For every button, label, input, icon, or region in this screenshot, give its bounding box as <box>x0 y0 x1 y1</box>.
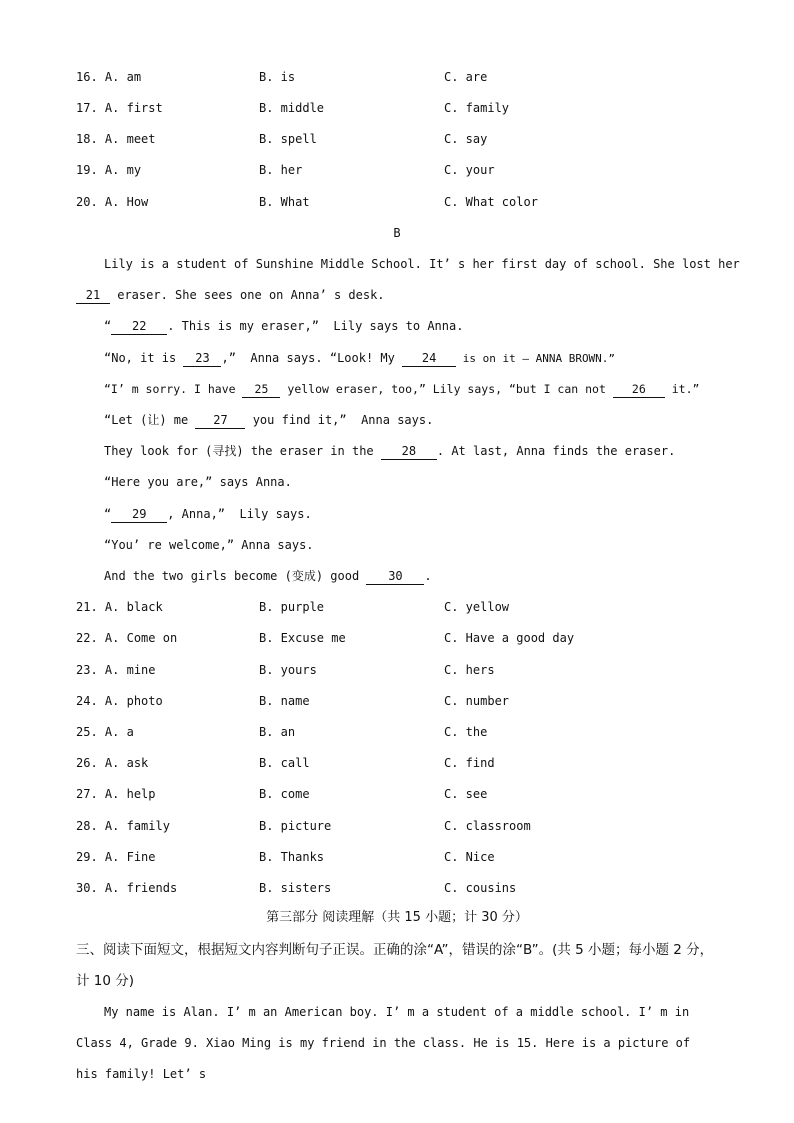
option-a: A. How <box>104 195 149 209</box>
question-number: 23. <box>76 663 98 677</box>
option-a: A. help <box>104 787 156 801</box>
option-c: C. your <box>444 163 495 177</box>
question-number: 29. <box>76 850 98 864</box>
reading-passage: My name is Alan. I’ m an American boy. I’ m a student of a middle school. I’ m in Class 4, Grade 9. Xiao Ming is my friend in the class. He is 15. Here is a picture of his family! Let’ s <box>76 1005 691 1081</box>
option-a: A. mine <box>104 663 156 677</box>
option-c: C. the <box>444 725 488 739</box>
passage-line: Lily is a student of Sunshine Middle School. It’ s her first day of school. She lost her <box>104 257 740 271</box>
question-number: 24. <box>76 694 98 708</box>
option-a: A. family <box>104 819 170 833</box>
option-b: B. is <box>259 70 296 84</box>
question-number: 27. <box>76 787 98 801</box>
option-b: B. What <box>259 195 310 209</box>
option-b: B. an <box>259 725 296 739</box>
option-b: B. purple <box>259 600 325 614</box>
option-a: A. photo <box>104 694 163 708</box>
blank-23: 23 <box>183 350 221 367</box>
option-b: B. Excuse me <box>259 631 346 645</box>
option-c: C. are <box>444 70 488 84</box>
blank-21: 21 <box>76 287 110 304</box>
option-b: B. call <box>259 756 310 770</box>
option-a: A. friends <box>104 881 178 895</box>
passage-line: “No, it is 23 ,” Anna says. “Look! My 24 is on it — ANNA BROWN.” <box>104 351 616 365</box>
option-b: B. spell <box>259 132 317 146</box>
question-number: 20. <box>76 195 98 209</box>
question-number: 18. <box>76 132 98 146</box>
option-a: A. Fine <box>104 850 156 864</box>
blank-25: 25 <box>242 381 280 398</box>
option-b: B. picture <box>259 819 332 833</box>
blank-22: 22 <box>111 318 167 335</box>
passage-line: “You’ re welcome,” Anna says. <box>104 538 314 552</box>
question-number: 26. <box>76 756 98 770</box>
option-a: A. black <box>104 600 163 614</box>
blank-28: 28 <box>381 443 437 460</box>
section-heading: B <box>393 226 401 240</box>
option-c: C. family <box>444 101 510 115</box>
option-b: B. yours <box>259 663 317 677</box>
option-c: C. classroom <box>444 819 531 833</box>
option-b: B. Thanks <box>259 850 325 864</box>
option-c: C. see <box>444 787 488 801</box>
passage-line: “ 29 , Anna,” Lily says. <box>104 507 312 521</box>
question-number: 30. <box>76 881 98 895</box>
option-c: C. Nice <box>444 850 495 864</box>
option-a: A. ask <box>104 756 149 770</box>
question-number: 16. <box>76 70 98 84</box>
passage-line: “I’ m sorry. I have 25 yellow eraser, too,” Lily says, “but I can not 26 it.” <box>104 382 700 396</box>
option-c: C. cousins <box>444 881 517 895</box>
option-c: C. find <box>444 756 495 770</box>
option-c: C. number <box>444 694 510 708</box>
section-instruction: 三、阅读下面短文，根据短文内容判断句子正误。正确的涂“A”，错误的涂“B”。(共 5 小题；每小题 2 分，计 10 分) <box>76 942 714 989</box>
option-c: C. What color <box>444 195 538 209</box>
blank-27: 27 <box>195 412 245 429</box>
question-number: 19. <box>76 163 98 177</box>
option-a: A. Come on <box>104 631 178 645</box>
option-a: A. meet <box>104 132 156 146</box>
option-b: B. come <box>259 787 310 801</box>
question-number: 21. <box>76 600 98 614</box>
blank-26: 26 <box>613 381 665 398</box>
option-c: C. say <box>444 132 488 146</box>
passage-line: They look for (寻找) the eraser in the 28 . At last, Anna finds the eraser. <box>104 444 676 458</box>
passage-line: 21 eraser. She sees one on Anna’ s desk. <box>76 285 385 305</box>
option-a: A. first <box>104 101 163 115</box>
option-b: B. sisters <box>259 881 332 895</box>
passage-line: “Let (让) me 27 you find it,” Anna says. <box>104 413 434 427</box>
option-c: C. Have a good day <box>444 631 575 645</box>
option-a: A. am <box>104 70 142 84</box>
question-number: 17. <box>76 101 98 115</box>
blank-24: 24 <box>402 350 456 367</box>
passage-line: “ 22 . This is my eraser,” Lily says to Anna. <box>104 319 464 333</box>
option-a: A. my <box>104 163 142 177</box>
option-c: C. yellow <box>444 600 510 614</box>
blank-29: 29 <box>111 506 167 523</box>
question-number: 28. <box>76 819 98 833</box>
passage-line: And the two girls become (变成) good 30 . <box>104 569 432 583</box>
option-c: C. hers <box>444 663 495 677</box>
blank-30: 30 <box>366 568 424 585</box>
option-b: B. middle <box>259 101 325 115</box>
option-b: B. name <box>259 694 310 708</box>
option-a: A. a <box>104 725 134 739</box>
question-number: 22. <box>76 631 98 645</box>
option-b: B. her <box>259 163 303 177</box>
part-title: 第三部分 阅读理解（共 15 小题；计 30 分） <box>266 910 528 925</box>
question-number: 25. <box>76 725 98 739</box>
passage-line: “Here you are,” says Anna. <box>104 475 292 489</box>
